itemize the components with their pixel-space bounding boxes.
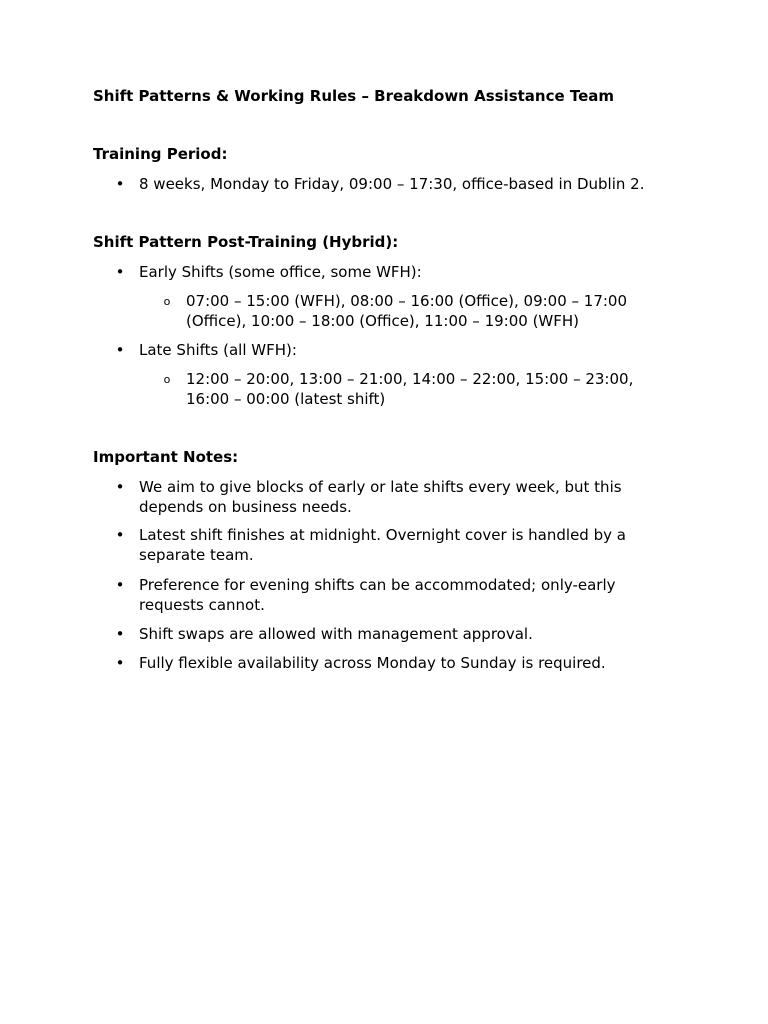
list-item <box>115 575 699 615</box>
list-item-line: Latest shift finishes at midnight. Overnight cover is handled by a <box>139 526 626 544</box>
list-item-text: Late Shifts (all WFH): <box>139 341 297 359</box>
sub-bullet-marker: o <box>163 295 171 308</box>
list-item <box>115 653 699 673</box>
list-item-line: separate team. <box>139 546 254 564</box>
bullet-marker: • <box>115 654 125 672</box>
document-title: Shift Patterns & Working Rules – Breakdown Assistance Team <box>93 87 615 105</box>
bullet-marker: • <box>115 478 125 496</box>
important-notes-heading: Important Notes: <box>93 448 239 466</box>
list-item-early-shifts <box>115 262 699 282</box>
bullet-marker: • <box>115 341 125 359</box>
list-item-line: We aim to give blocks of early or late shifts every week, but this <box>139 478 622 496</box>
bullet-marker: • <box>115 625 125 643</box>
sub-bullet-marker: o <box>163 373 171 386</box>
list-item-text: Early Shifts (some office, some WFH): <box>139 263 422 281</box>
list-item-line: requests cannot. <box>139 596 265 614</box>
sub-list-item-line: 07:00 – 15:00 (WFH), 08:00 – 16:00 (Office), 09:00 – 17:00 <box>186 292 628 310</box>
sub-list-item-line: (Office), 10:00 – 18:00 (Office), 11:00 – 19:00 (WFH) <box>186 312 580 330</box>
sub-list-item-early-times <box>163 291 676 331</box>
list-item-line: Preference for evening shifts can be accommodated; only-early <box>139 576 616 594</box>
list-item <box>115 477 699 517</box>
sub-list-item-late-times <box>163 369 676 409</box>
list-item <box>115 624 699 644</box>
list-item-line: Shift swaps are allowed with management approval. <box>139 625 533 643</box>
training-heading: Training Period: <box>93 145 228 163</box>
list-item <box>115 174 699 194</box>
bullet-marker: • <box>115 526 125 544</box>
list-item-late-shifts <box>115 340 699 360</box>
sub-list-item-line: 12:00 – 20:00, 13:00 – 21:00, 14:00 – 22:00, 15:00 – 23:00, <box>186 370 634 388</box>
bullet-marker: • <box>115 263 125 281</box>
list-item-text: 8 weeks, Monday to Friday, 09:00 – 17:30, office-based in Dublin 2. <box>139 175 645 193</box>
list-item-line: depends on business needs. <box>139 498 352 516</box>
bullet-marker: • <box>115 576 125 594</box>
bullet-marker: • <box>115 175 125 193</box>
list-item <box>115 525 699 565</box>
shift-pattern-heading: Shift Pattern Post-Training (Hybrid): <box>93 233 399 251</box>
list-item-line: Fully flexible availability across Monday to Sunday is required. <box>139 654 606 672</box>
sub-list-item-line: 16:00 – 00:00 (latest shift) <box>186 390 386 408</box>
